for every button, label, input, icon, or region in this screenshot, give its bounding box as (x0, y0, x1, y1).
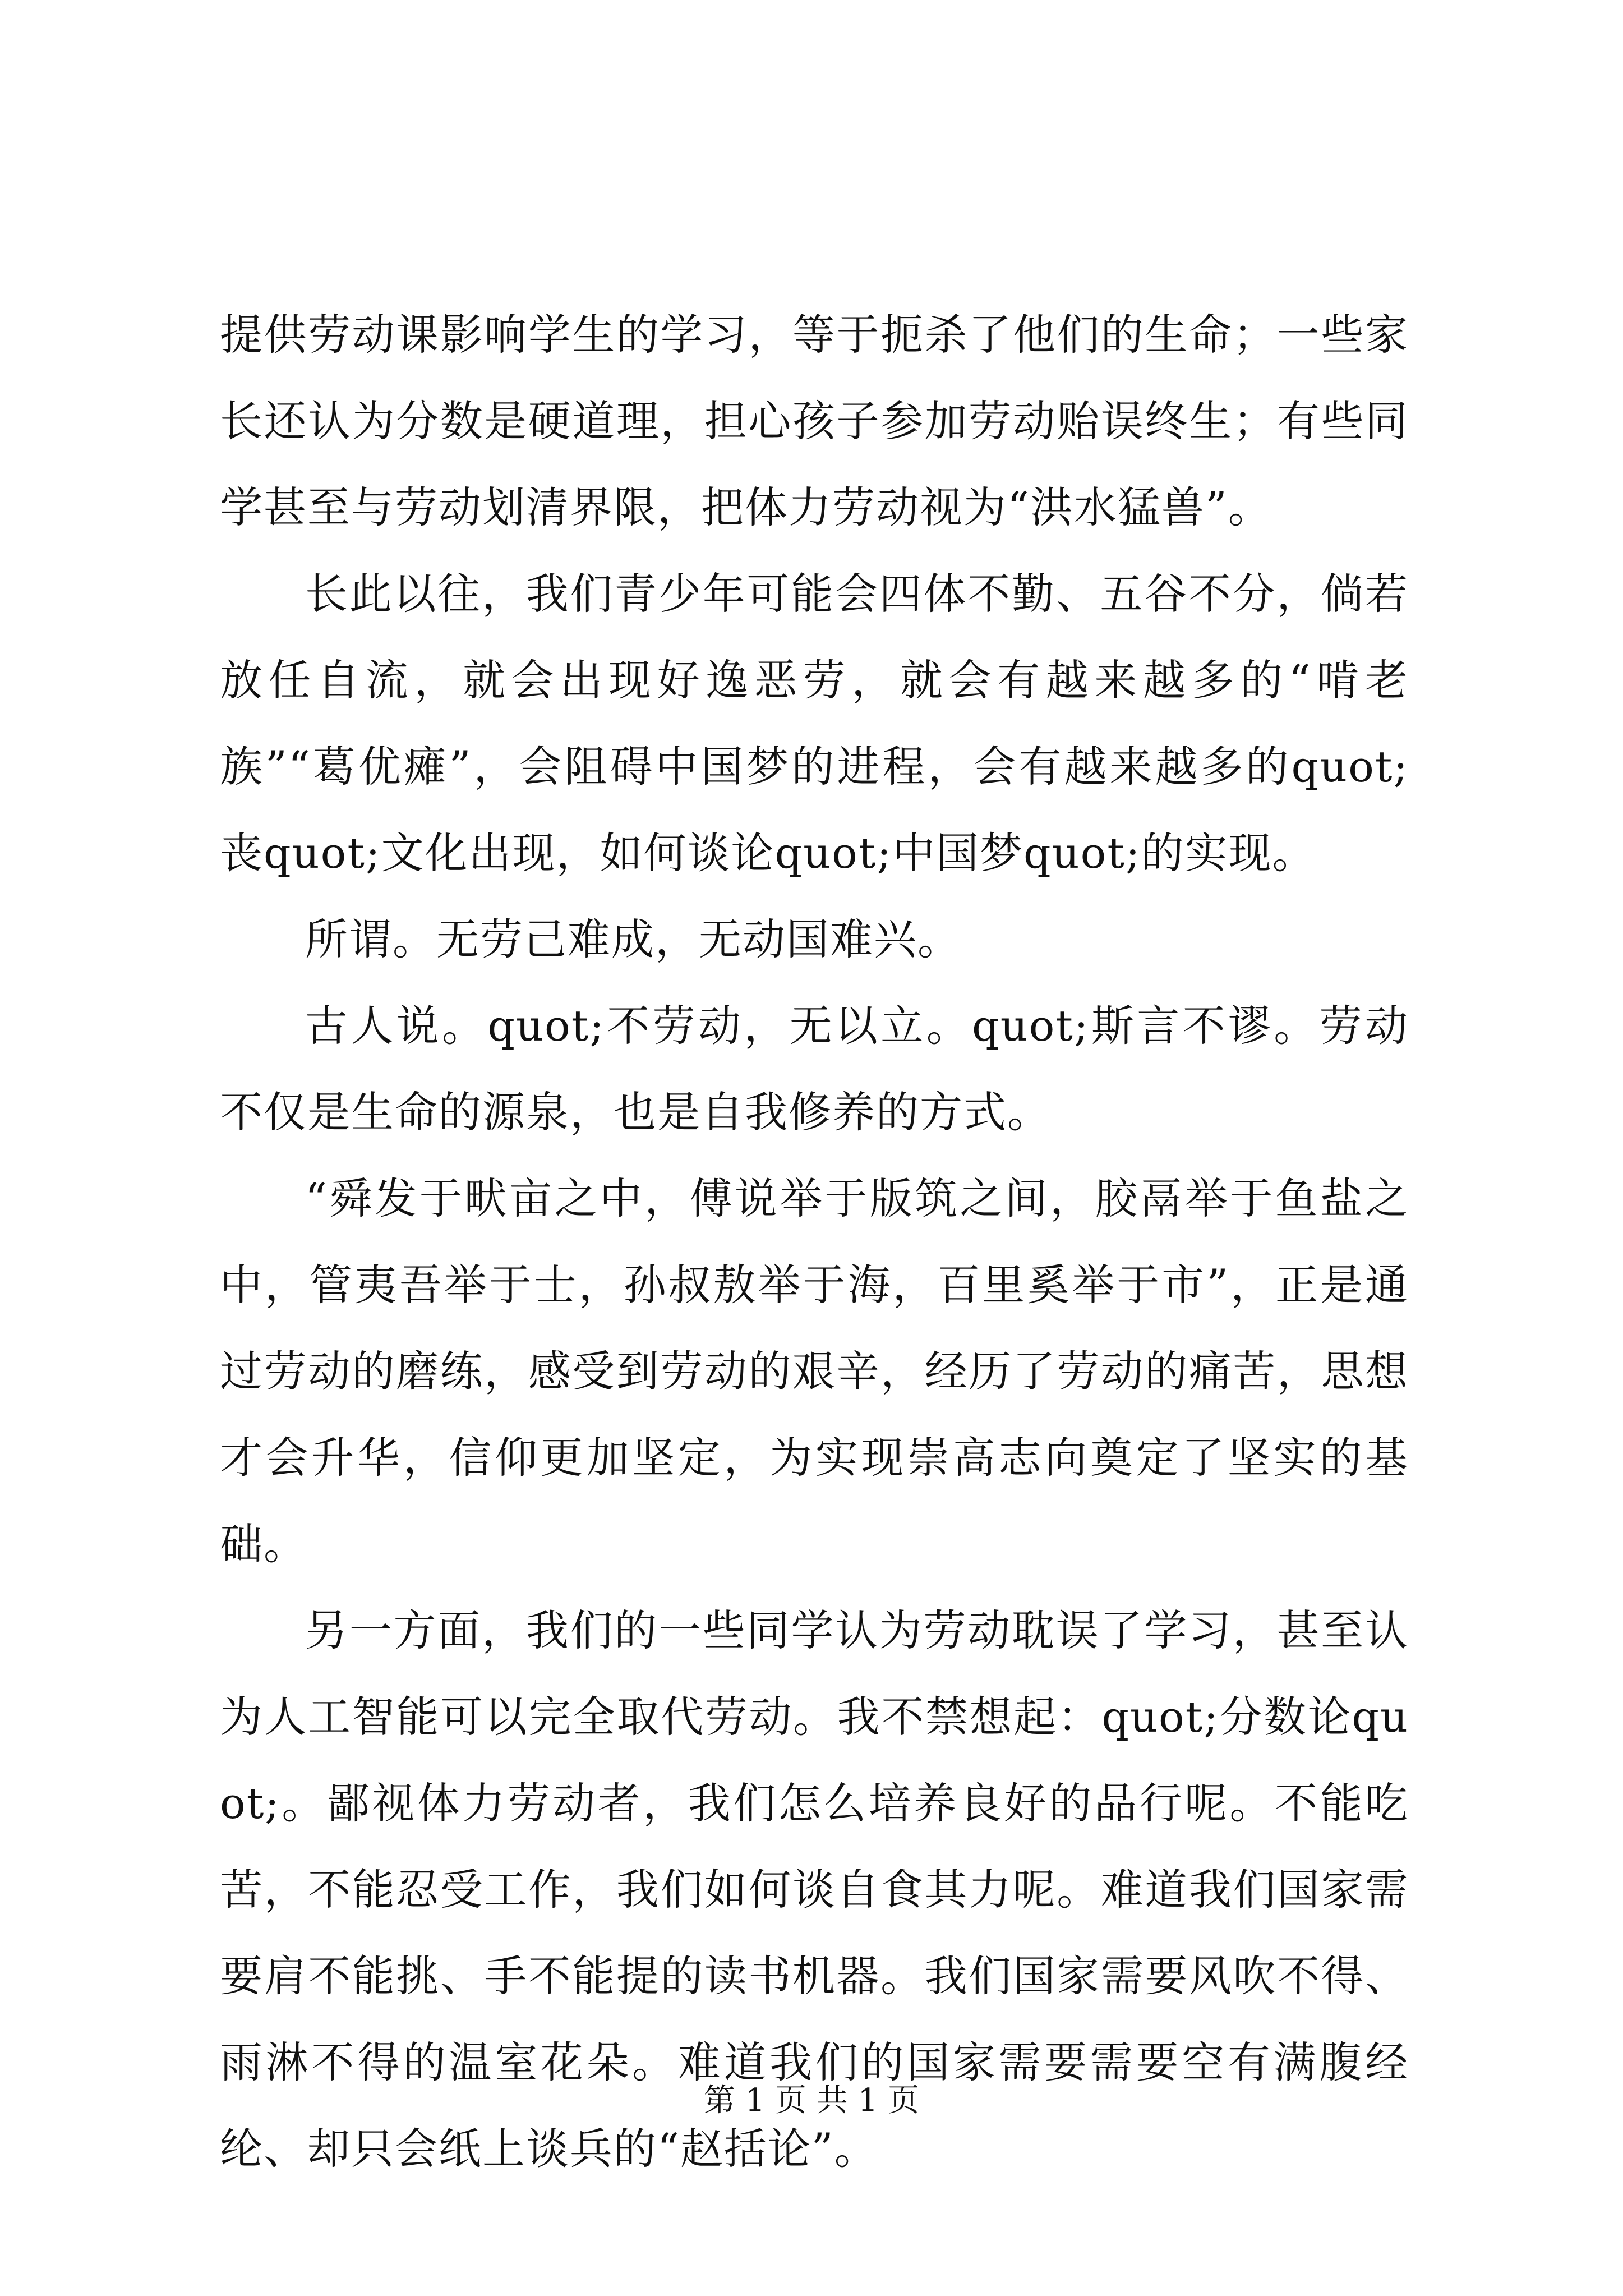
document-body (220, 292, 1409, 2192)
paragraph-6: 另一方面，我们的一些同学认为劳动耽误了学习，甚至认为人工智能可以完全取代劳动。我不禁想起：quot;分数论quot;。鄙视体力劳动者，我们怎么培养良好的品行呢。不能吃苦，不能忍受工作，我们如何谈自食其力呢。难道我们国家需要肩不能挑、手不能提的读书机器。我们国家需要风吹不得、雨淋不得的温室花朵。难道我们的国家需要需要空有满腹经纶、却只会纸上谈兵的“赵括论”。 (220, 1605, 1409, 2174)
paragraph-4: 古人说。quot;不劳动，无以立。quot;斯言不谬。劳动不仅是生命的源泉，也是自我修养的方式。 (220, 1001, 1409, 1137)
paragraph-1: 提供劳动课影响学生的学习，等于扼杀了他们的生命；一些家长还认为分数是硬道理，担心孩子参加劳动贻误终生；有些同学甚至与劳动划清界限，把体力劳动视为“洪水猛兽”。 (220, 310, 1409, 532)
paragraph-3: 所谓。无劳己难成，无动国难兴。 (305, 914, 961, 964)
page-number-footer: 第 1 页 共 1 页 (703, 2082, 920, 2119)
paragraph-5: “舜发于畎亩之中，傅说举于版筑之间，胶鬲举于鱼盐之中，管夷吾举于士，孙叔敖举于海，百里奚举于市”，正是通过劳动的磨练，感受到劳动的艰辛，经历了劳动的痛苦，思想才会升华，信仰更加坚定，为实现崇高志向奠定了坚实的基础。 (220, 1174, 1409, 1569)
paragraph-2: 长此以往，我们青少年可能会四体不勤、五谷不分，倘若放任自流，就会出现好逸恶劳，就会有越来越多的“啃老族”“葛优瘫”，会阻碍中国梦的进程，会有越来越多的quot;丧quot;文化出现，如何谈论quot;中国梦quot;的实现。 (220, 569, 1409, 878)
